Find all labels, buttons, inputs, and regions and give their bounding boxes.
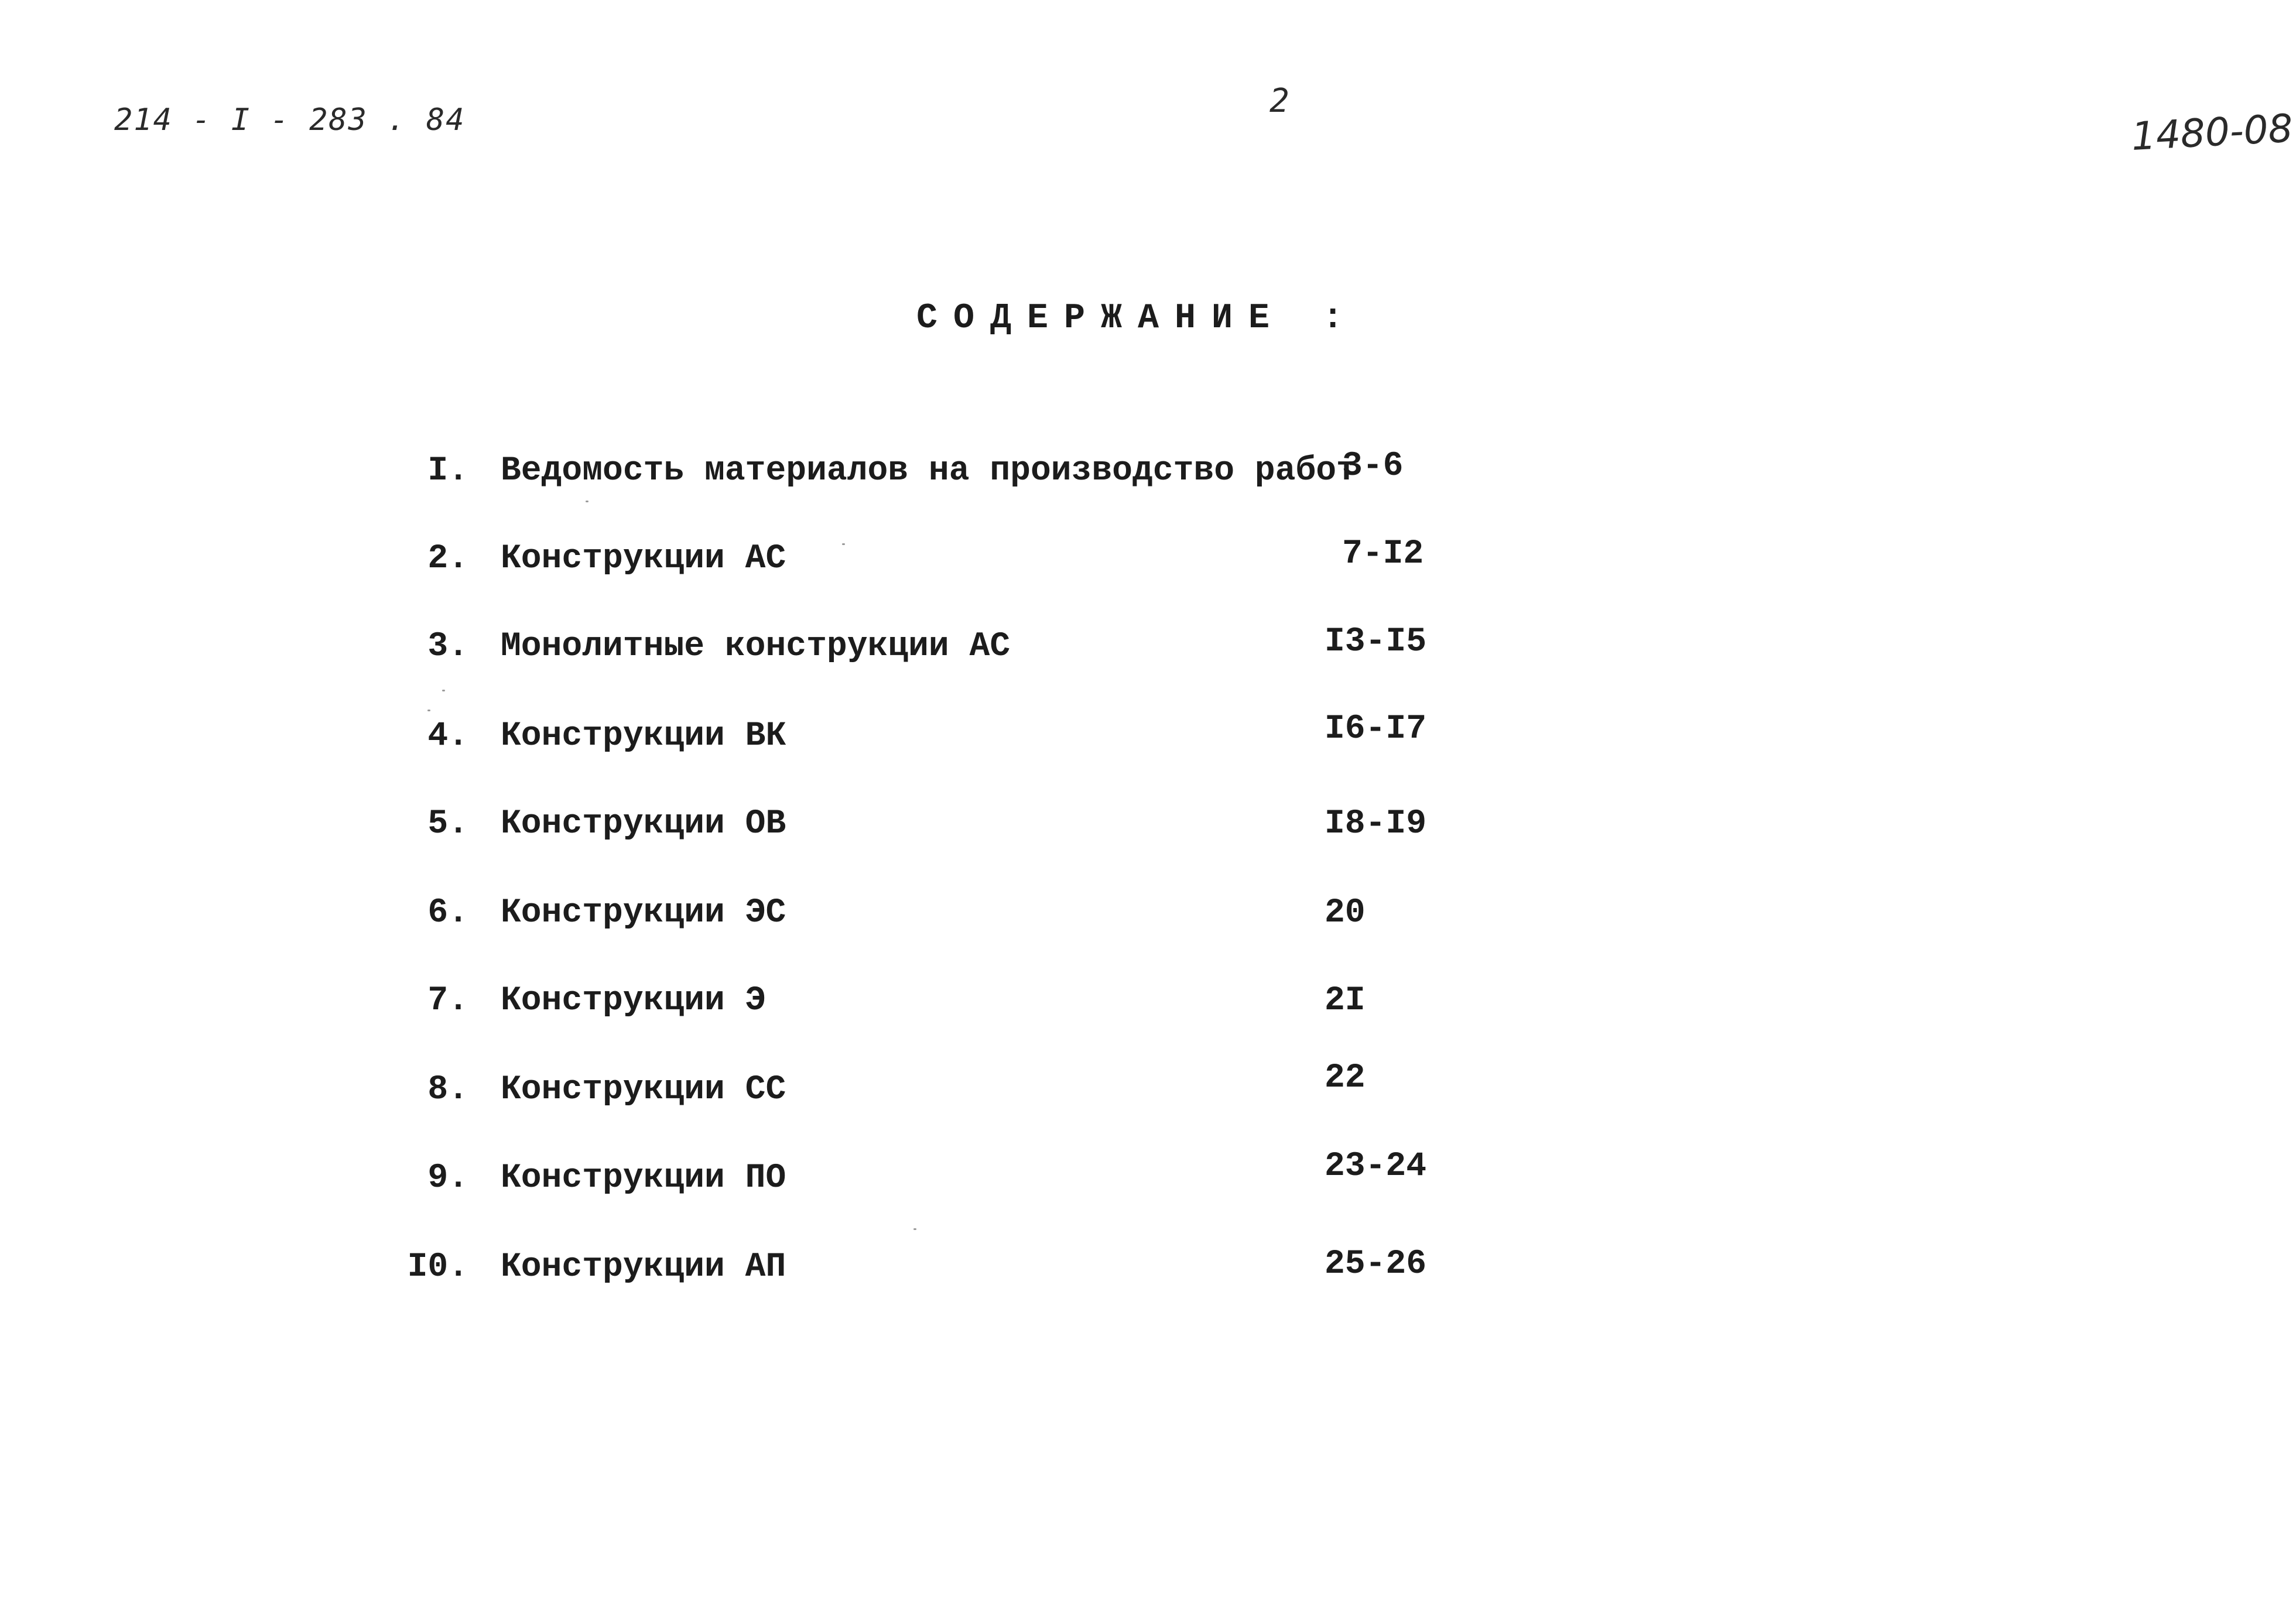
toc-item-pages: 2I xyxy=(1325,982,1366,1020)
toc-item-number: 7. xyxy=(427,982,468,1020)
archive-number: 1480-08 xyxy=(2130,105,2294,159)
toc-item-number: 5. xyxy=(427,805,468,843)
toc-item-pages: I3-I5 xyxy=(1325,623,1427,661)
toc-item-label: Конструкции Э xyxy=(501,982,766,1020)
toc-item-label: Конструкции ОВ xyxy=(501,805,786,843)
toc-item-number: I0. xyxy=(407,1248,468,1286)
toc-item-number: 2. xyxy=(427,540,468,578)
toc-item-pages: 7-I2 xyxy=(1342,535,1424,573)
toc-item-pages: 20 xyxy=(1325,894,1366,932)
toc-item-label: Конструкции ВК xyxy=(501,717,786,755)
toc-item-label: Конструкции СС xyxy=(501,1071,786,1109)
toc-item-pages: 25-26 xyxy=(1325,1245,1427,1283)
toc-item-label: Монолитные конструкции АС xyxy=(501,628,1011,666)
toc-item-pages: I8-I9 xyxy=(1325,805,1427,843)
scan-speck xyxy=(913,1228,916,1230)
toc-item-label: Конструкции ЭС xyxy=(501,894,786,932)
toc-item-number: I. xyxy=(427,452,468,490)
scan-speck xyxy=(842,543,845,545)
toc-item-number: 8. xyxy=(427,1071,468,1109)
document-code: 214 - I - 283 . 84 xyxy=(114,102,466,138)
toc-item-pages: I6-I7 xyxy=(1325,710,1427,748)
toc-item-label: Конструкции ПО xyxy=(501,1159,786,1197)
contents-title: СОДЕРЖАНИЕ : xyxy=(916,299,1360,338)
toc-item-number: 9. xyxy=(427,1159,468,1197)
toc-item-label: Конструкции АП xyxy=(501,1248,786,1286)
toc-item-number: 6. xyxy=(427,894,468,932)
toc-item-pages: 22 xyxy=(1325,1059,1366,1097)
page-number: 2 xyxy=(1270,82,1289,120)
toc-item-pages: 3-6 xyxy=(1342,447,1404,485)
toc-item-number: 3. xyxy=(427,628,468,666)
scan-speck xyxy=(586,501,588,502)
toc-item-label: Ведомость материалов на производство работ xyxy=(501,452,1357,490)
scan-speck xyxy=(427,710,430,711)
toc-item-label: Конструкции АС xyxy=(501,540,786,578)
toc-item-pages: 23-24 xyxy=(1325,1147,1427,1186)
toc-item-number: 4. xyxy=(427,717,468,755)
scan-speck xyxy=(442,690,445,691)
